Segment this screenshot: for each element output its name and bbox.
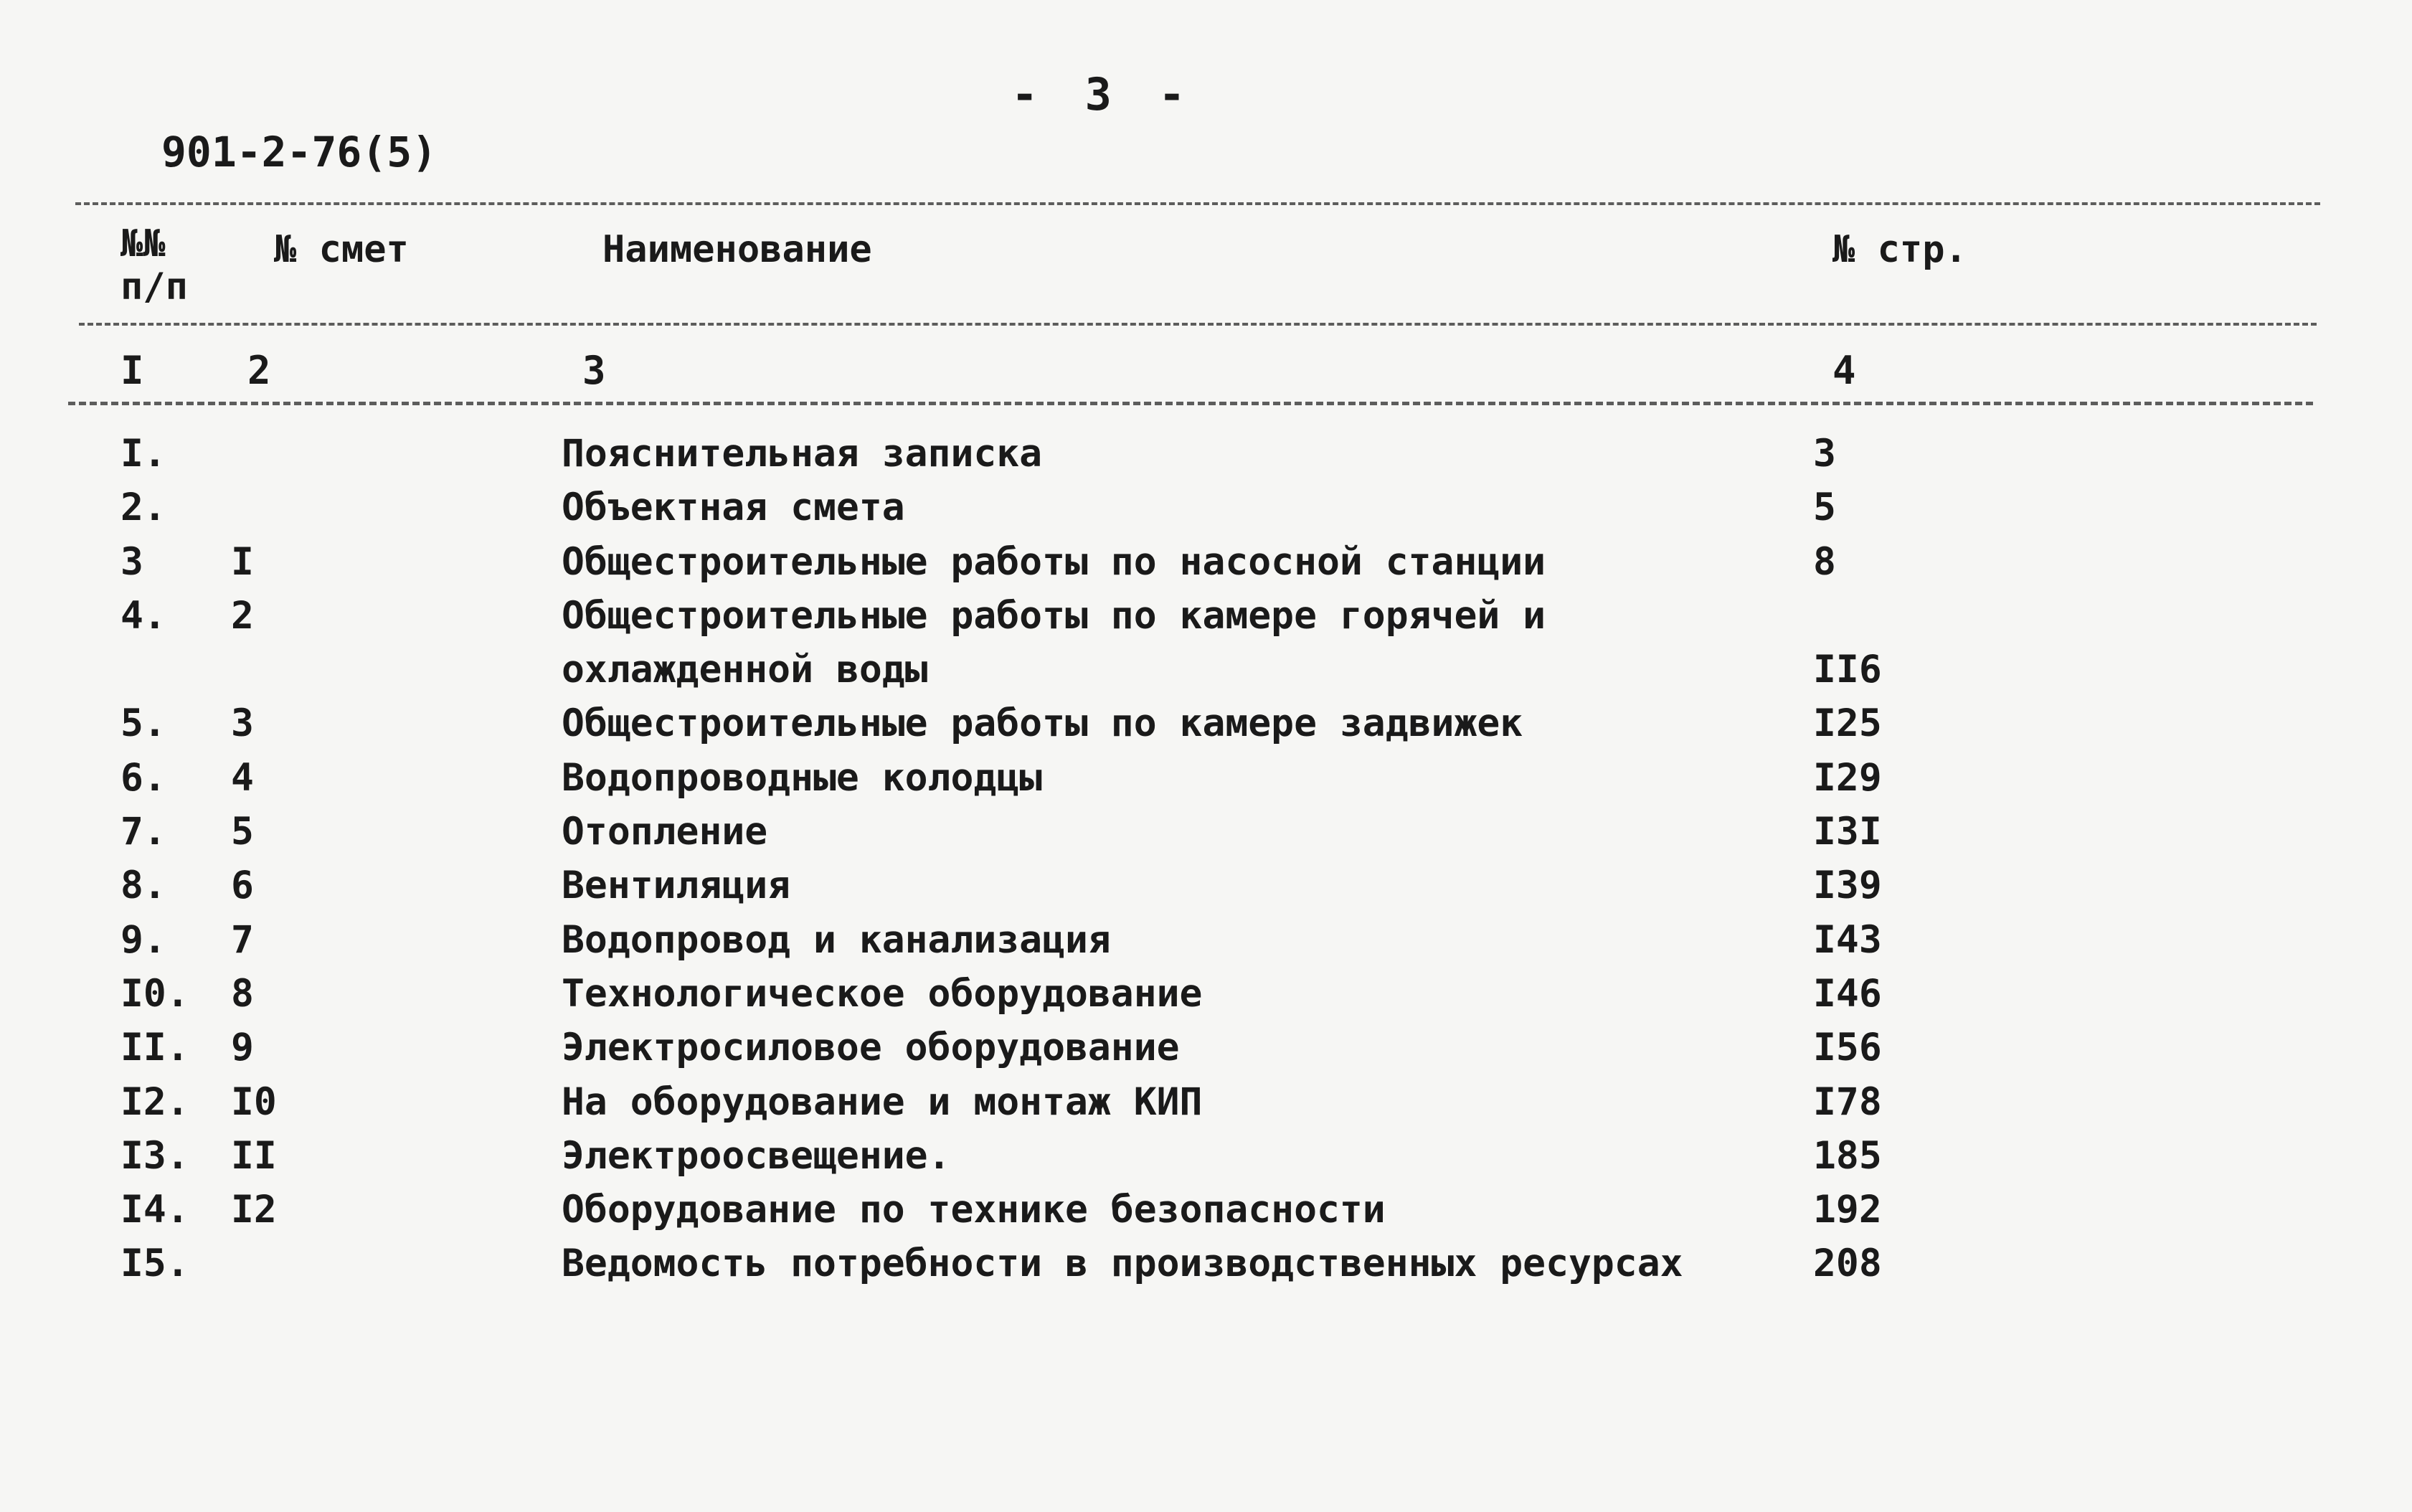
row-number: 5. <box>120 701 166 746</box>
row-number: I. <box>120 432 166 476</box>
row-page: II6 <box>1813 648 1882 692</box>
row-page: I46 <box>1813 971 1882 1016</box>
row-estimate-number: 9 <box>231 1026 254 1070</box>
page-number: - 3 - <box>1011 68 1196 121</box>
row-estimate-number: 5 <box>231 810 254 854</box>
table-row <box>0 859 2412 912</box>
header-divider-rule <box>79 323 2317 326</box>
row-page: I29 <box>1813 755 1882 800</box>
row-name: Электросиловое оборудование <box>562 1026 1180 1070</box>
row-name: Водопроводные колодцы <box>562 755 1043 800</box>
row-number: 6. <box>120 755 166 800</box>
table-row <box>0 967 2412 1021</box>
row-number: 7. <box>120 810 166 854</box>
table-row <box>0 1183 2412 1237</box>
table-row <box>0 589 2412 643</box>
row-name: Электроосвещение. <box>562 1133 951 1178</box>
column-index-rule <box>68 402 2313 405</box>
column-index-1: I <box>120 348 144 393</box>
row-number: 3 <box>120 539 143 584</box>
row-page: 192 <box>1813 1188 1882 1232</box>
row-name: Водопровод и канализация <box>562 917 1111 962</box>
row-page: 185 <box>1813 1133 1882 1178</box>
row-name: Оборудование по технике безопасности <box>562 1188 1386 1232</box>
row-name: Отопление <box>562 810 768 854</box>
table-row <box>0 1021 2412 1074</box>
row-page: 8 <box>1813 539 1836 584</box>
row-number: II. <box>120 1026 189 1070</box>
column-header-name: Наименование <box>602 228 872 271</box>
row-estimate-number: 4 <box>231 755 254 800</box>
row-estimate-number: 3 <box>231 701 254 746</box>
column-index-2: 2 <box>247 348 271 393</box>
table-row <box>0 535 2412 589</box>
table-row <box>0 696 2412 750</box>
row-page: 5 <box>1813 486 1836 530</box>
row-name: Вентиляция <box>562 864 791 908</box>
document-code: 901-2-76(5) <box>161 128 438 176</box>
column-header-page-number: № стр. <box>1832 228 1967 271</box>
row-page: I39 <box>1813 864 1882 908</box>
row-name: Объектная смета <box>562 486 905 530</box>
row-name: Технологическое оборудование <box>562 971 1203 1016</box>
table-row <box>0 751 2412 805</box>
row-page: I56 <box>1813 1026 1882 1070</box>
table-row-continuation <box>0 643 2412 696</box>
row-page: I25 <box>1813 701 1882 746</box>
table-row <box>0 427 2412 481</box>
row-estimate-number: 8 <box>231 971 254 1016</box>
row-number: I5. <box>120 1242 189 1286</box>
row-estimate-number: 2 <box>231 593 254 638</box>
row-estimate-number: I2 <box>231 1188 277 1232</box>
row-page: 3 <box>1813 432 1836 476</box>
row-name: Пояснительная записка <box>562 432 1043 476</box>
table-row <box>0 1129 2412 1183</box>
column-header-item-number: №№ п/п <box>120 222 188 308</box>
row-number: I3. <box>120 1133 189 1178</box>
row-name: Ведомость потребности в производственных ресурсах <box>562 1242 1683 1286</box>
table-row <box>0 1075 2412 1129</box>
row-page: I3I <box>1813 810 1882 854</box>
row-estimate-number: I0 <box>231 1079 277 1124</box>
row-estimate-number: 7 <box>231 917 254 962</box>
table-body <box>0 427 2412 1291</box>
table-row <box>0 1237 2412 1290</box>
row-name: охлажденной воды <box>562 648 928 692</box>
row-name: Общестроительные работы по камере горячей и <box>562 593 1546 638</box>
row-number: I0. <box>120 971 189 1016</box>
column-index-3: 3 <box>582 348 606 393</box>
table-row <box>0 481 2412 534</box>
row-estimate-number: II <box>231 1133 277 1178</box>
row-number: I4. <box>120 1188 189 1232</box>
column-index-4: 4 <box>1832 348 1856 393</box>
row-number: 2. <box>120 486 166 530</box>
table-row <box>0 913 2412 967</box>
column-header-estimate-number: № смет <box>274 228 409 271</box>
row-name: Общестроительные работы по камере задвижек <box>562 701 1523 746</box>
row-number: 8. <box>120 864 166 908</box>
row-page: I78 <box>1813 1079 1882 1124</box>
row-estimate-number: I <box>231 539 254 584</box>
table-top-rule <box>75 202 2320 205</box>
row-name: На оборудование и монтаж КИП <box>562 1079 1203 1124</box>
row-number: I2. <box>120 1079 189 1124</box>
row-estimate-number: 6 <box>231 864 254 908</box>
row-page: I43 <box>1813 917 1882 962</box>
row-number: 9. <box>120 917 166 962</box>
row-page: 208 <box>1813 1242 1882 1286</box>
table-row <box>0 805 2412 859</box>
row-name: Общестроительные работы по насосной станции <box>562 539 1546 584</box>
row-number: 4. <box>120 593 166 638</box>
